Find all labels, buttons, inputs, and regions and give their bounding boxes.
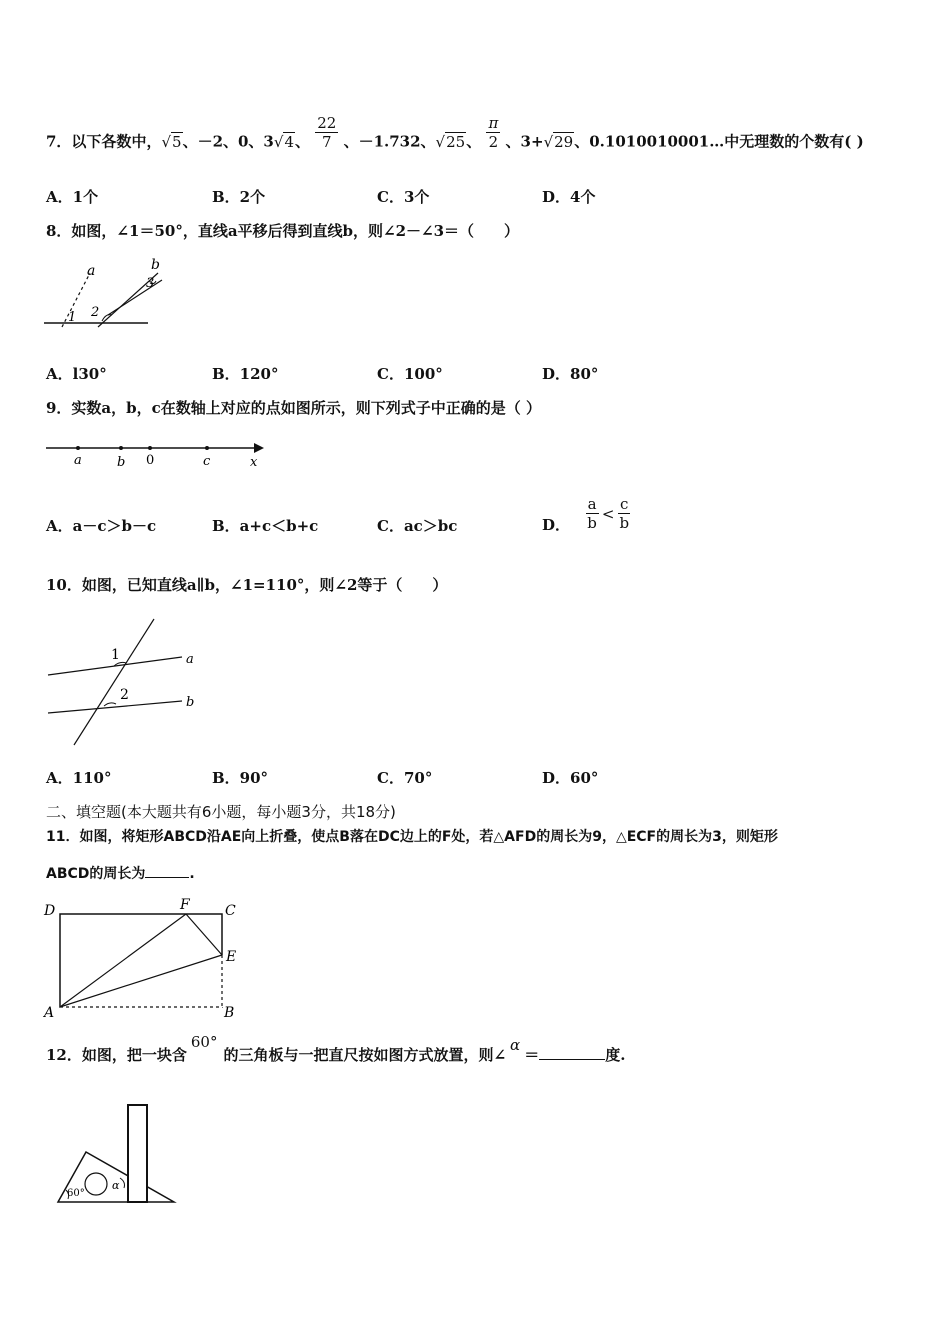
q10-option-a[interactable]: A．110° (46, 769, 112, 787)
q11-figure (40, 895, 245, 1023)
sqrt-5: √5 (161, 132, 182, 151)
q8-label-1: 1 (68, 310, 77, 325)
q9-label-a: a (74, 453, 82, 468)
q9-stem: 9．实数a，b，c在数轴上对应的点如图所示，则下列式子中正确的是（ ） (46, 399, 542, 417)
q7-option-c[interactable]: C．3个 (377, 188, 430, 206)
q11-line1: 11．如图，将矩形ABCD沿AE向上折叠，使点B落在DC边上的F处，若△AFD的周长为9，△ECF的周长为3，则矩形 (46, 829, 778, 845)
q11-label-f: F (180, 897, 190, 913)
q9-d-fraction-c-b: $\frac{c}{b}$ (619, 495, 630, 532)
q11-segment-ae (60, 955, 222, 1007)
q12-ruler (128, 1105, 147, 1202)
q9-label-c: c (203, 454, 211, 469)
q9-label-x: x (250, 455, 258, 470)
q10-label-2: 2 (120, 687, 129, 703)
q12-label-60: 60° (67, 1188, 85, 1199)
q9-point-0 (148, 446, 152, 450)
q8-option-a[interactable]: A．l30° (46, 365, 107, 383)
q12-label-alpha: α (112, 1179, 120, 1192)
q11-label-d: D (44, 903, 56, 919)
q8-figure (40, 255, 170, 335)
q10-stem: 10．如图，已知直线a∥b，∠1=110°，则∠2等于（ ） (46, 576, 448, 594)
q10-angle2-arc (104, 703, 116, 706)
cube-root-4: √4 (273, 132, 294, 151)
q12-figure (52, 1100, 182, 1210)
q10-line-b (48, 701, 182, 713)
q11-line2: ABCD的周长为 . (46, 866, 195, 882)
sqrt-29: √29 (543, 132, 574, 151)
q9-point-c (205, 446, 209, 450)
q10-option-d[interactable]: D．60° (542, 769, 599, 787)
q10-label-b: b (186, 695, 195, 710)
q8-label-2: 2 (91, 305, 100, 320)
q12-answer-blank[interactable] (539, 1059, 605, 1060)
q10-transversal (74, 619, 154, 745)
q7-option-a[interactable]: A．1个 (46, 188, 99, 206)
q10-label-a: a (186, 652, 194, 667)
q8-option-d[interactable]: D．80° (542, 365, 599, 383)
q10-label-1: 1 (111, 647, 120, 663)
q7-option-b[interactable]: B．2个 (212, 188, 266, 206)
q9-option-b[interactable]: B．a+c＜b+c (212, 517, 319, 535)
q9-axis-arrow (254, 443, 264, 453)
q9-option-a[interactable]: A．a－c＞b－c (46, 517, 157, 535)
q11-label-c: C (225, 903, 236, 919)
q11-segment-fe (186, 914, 222, 955)
q9-number-line (44, 438, 269, 470)
q11-segment-af (60, 914, 186, 1007)
q9-option-d[interactable]: D． $\frac{a}{b}$ < $\frac{c}{b}$ (542, 495, 630, 534)
q9-label-0: 0 (146, 453, 155, 468)
q11-label-b: B (224, 1005, 235, 1021)
q11-answer-blank[interactable] (145, 877, 189, 878)
sqrt-25: √25 (435, 132, 466, 151)
q10-option-c[interactable]: C．70° (377, 769, 433, 787)
q7-stem: 7．以下各数中，√5、－2、0、3√4、 $\frac{22}{7}$ 、－1.732、√25、 $\frac{\pi}{2}$ 、3+√29、0.1010010001…中无理数的个数有( ) (46, 114, 864, 151)
q9-label-b: b (117, 455, 126, 470)
q12-angle-60: 60° (190, 1033, 218, 1051)
q12-triangle-hole (85, 1173, 107, 1195)
q8-label-3: 3 (146, 276, 155, 291)
q8-label-b: b (151, 257, 160, 273)
q8-stem: 8．如图，∠1＝50°，直线a平移后得到直线b，则∠2－∠3＝（ ） (46, 222, 520, 240)
section2-heading: 二、填空题(本大题共有6小题，每小题3分，共18分) (46, 803, 396, 821)
q11-label-a: A (44, 1005, 55, 1021)
q11-label-e: E (226, 949, 237, 965)
q9-d-fraction-a-b: $\frac{a}{b}$ (587, 495, 597, 532)
fraction-pi-2: $\frac{\pi}{2}$ (488, 114, 499, 151)
q8-label-a: a (87, 263, 96, 279)
q10-option-b[interactable]: B．90° (212, 769, 269, 787)
q12-stem: 12．如图，把一块含60°的三角板与一把直尺按如图方式放置，则∠α＝ 度. (46, 1033, 626, 1064)
q12-alpha-arc (120, 1178, 125, 1188)
q9-option-c[interactable]: C．ac＞bc (377, 517, 458, 535)
q10-figure (44, 617, 204, 747)
q8-option-b[interactable]: B．120° (212, 365, 279, 383)
q8-option-c[interactable]: C．100° (377, 365, 443, 383)
q7-option-d[interactable]: D．4个 (542, 188, 596, 206)
q9-point-a (76, 446, 80, 450)
q7-lead: 7．以下各数中， (46, 132, 162, 151)
fraction-22-7: $\frac{22}{7}$ (317, 114, 337, 151)
q9-point-b (119, 446, 123, 450)
q12-alpha: α (510, 1036, 521, 1054)
